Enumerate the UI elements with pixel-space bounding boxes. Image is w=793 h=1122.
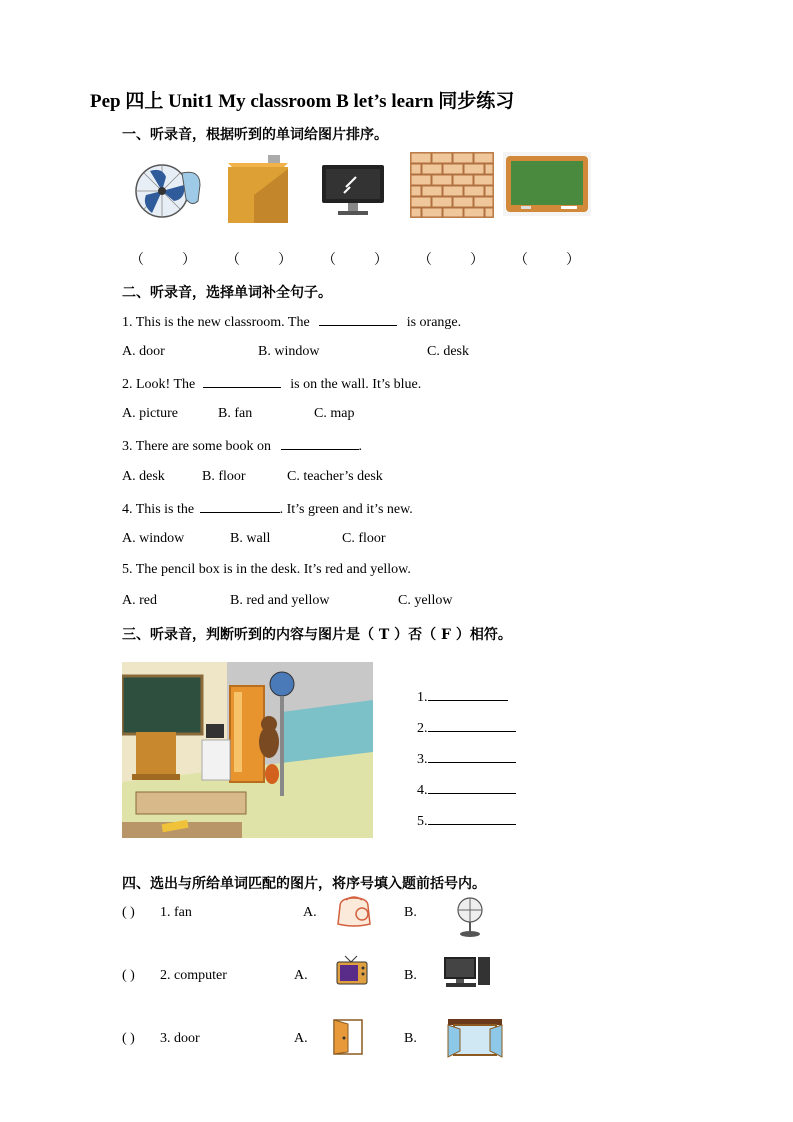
tv-picture [335, 954, 369, 988]
q2-option-b: B. fan [218, 406, 253, 421]
q3-option-b: B. floor [202, 469, 246, 484]
question-3: 3. There are some book on . [122, 439, 363, 454]
fan-picture [130, 155, 202, 221]
answer-paren-3: （ ） [322, 253, 388, 268]
q5-option-c: C. yellow [398, 593, 453, 608]
match-paren-1: ( ) [122, 905, 135, 920]
q1-option-b: B. window [258, 344, 320, 359]
match-word-2: 2. computer [160, 968, 227, 983]
blackboard-picture [503, 152, 591, 216]
match-word-1: 1. fan [160, 905, 192, 920]
match-2-option-b-label: B. [404, 968, 417, 983]
match-3-option-a-label: A. [294, 1031, 308, 1046]
question-2: 2. Look! The is on the wall. It’s blue. [122, 377, 422, 392]
match-paren-3: ( ) [122, 1031, 135, 1046]
fan-standing-picture [450, 894, 490, 938]
answer-paren-4: （ ） [418, 253, 484, 268]
match-2-option-a-label: A. [294, 968, 308, 983]
q4-option-b: B. wall [230, 531, 271, 546]
match-1-option-a-label: A. [303, 905, 317, 920]
match-paren-2: ( ) [122, 968, 135, 983]
tf-answer-5: 5. [417, 812, 516, 830]
section-4-heading: 四、选出与所给单词匹配的图片，将序号填入题前括号内。 [122, 876, 486, 892]
classroom-scene-picture [122, 662, 373, 838]
q3-option-c: C. teacher’s desk [287, 469, 383, 484]
match-word-3: 3. door [160, 1031, 200, 1046]
tf-answer-1: 1. [417, 688, 508, 706]
question-4: 4. This is the . It’s green and it’s new. [122, 502, 413, 517]
door-picture [330, 1018, 366, 1056]
q5-option-b: B. red and yellow [230, 593, 330, 608]
tf-answer-4: 4. [417, 781, 516, 799]
section-1-heading: 一、听录音，根据听到的单词给图片排序。 [122, 127, 388, 143]
q2-option-a: A. picture [122, 406, 178, 421]
answer-paren-2: （ ） [226, 253, 292, 268]
answer-paren-5: （ ） [514, 253, 580, 268]
question-1: 1. This is the new classroom. The is orange. [122, 315, 462, 330]
answer-paren-1: （ ） [130, 253, 196, 268]
tf-answer-2: 2. [417, 719, 516, 737]
desktop-computer-picture [442, 955, 492, 989]
computer-picture [320, 163, 386, 217]
window-picture [446, 1017, 504, 1059]
q1-option-a: A. door [122, 344, 165, 359]
section-3-heading: 三、听录音，判断听到的内容与图片是（ T ）否（ F ）相符。 [122, 627, 512, 643]
wall-picture [410, 152, 494, 218]
q3-option-a: A. desk [122, 469, 165, 484]
tf-answer-3: 3. [417, 750, 516, 768]
match-1-option-b-label: B. [404, 905, 417, 920]
q5-option-a: A. red [122, 593, 157, 608]
match-3-option-b-label: B. [404, 1031, 417, 1046]
q4-option-c: C. floor [342, 531, 386, 546]
q1-option-c: C. desk [427, 344, 469, 359]
bag-picture [334, 894, 376, 930]
page-title: Pep 四上 Unit1 My classroom B let’s learn 同步练习 [90, 91, 515, 112]
q2-option-c: C. map [314, 406, 355, 421]
section-2-heading: 二、听录音，选择单词补全句子。 [122, 285, 332, 301]
question-5: 5. The pencil box is in the desk. It’s red and yellow. [122, 562, 411, 577]
desk-picture [224, 155, 292, 225]
q4-option-a: A. window [122, 531, 185, 546]
